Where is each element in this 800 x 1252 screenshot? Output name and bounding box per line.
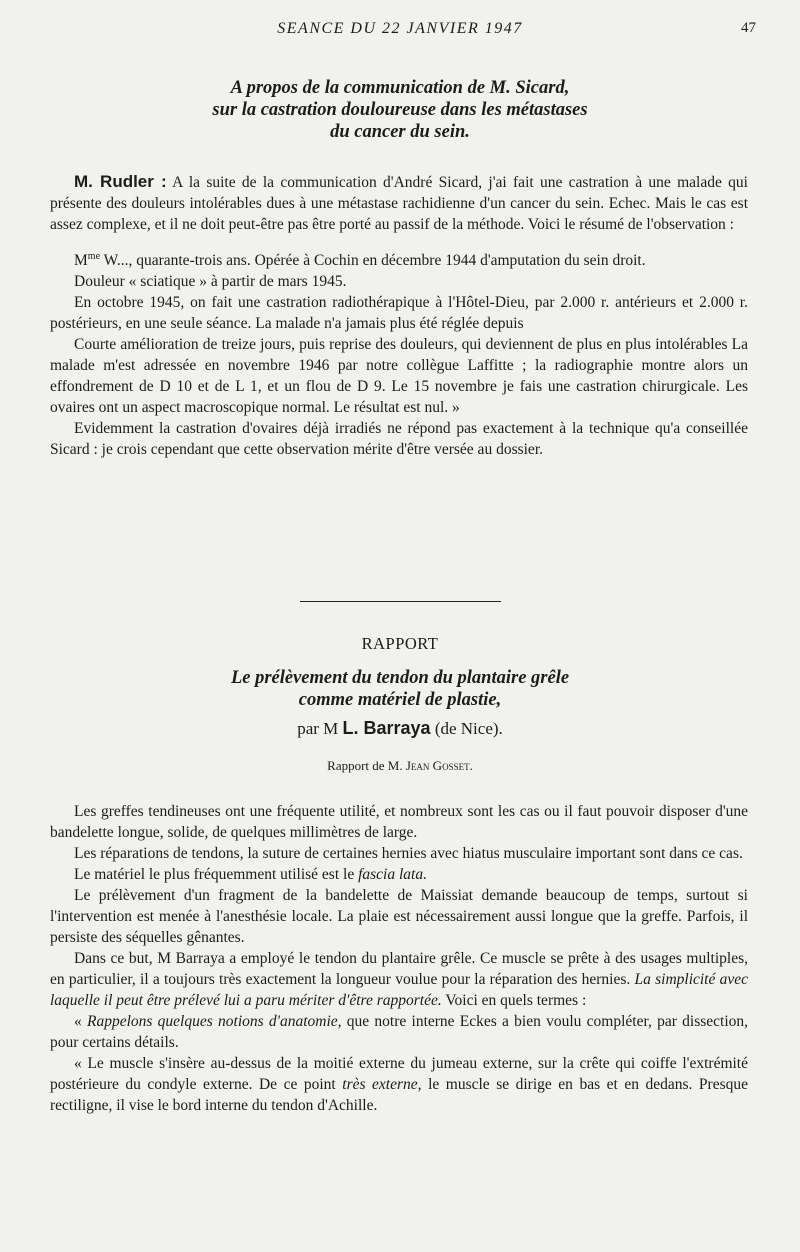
emphasis: Rappelons quelques notions d'anatomie, [87, 1013, 342, 1030]
author-prefix: par M [297, 719, 339, 738]
title-line: Le prélèvement du tendon du plantaire grêle [230, 668, 570, 688]
author-place: (de Nice). [434, 719, 503, 738]
paragraph: Evidemment la castration d'ovaires déjà irradiés ne répond pas exactement à la technique qu'a conseillée Sicard : je crois cependant que cette observation mérite d'être versée au dossier. [50, 420, 748, 459]
rapport-author [0, 718, 800, 739]
title-line: comme matériel de plastie, [298, 690, 502, 710]
paragraph: Les réparations de tendons, la suture de certaines hernies avec hiatus musculaire important sont dans ce cas. [74, 845, 743, 862]
paragraph-text: A la suite de la communication d'André Sicard, j'ai fait une castration à une malade qui présente des douleurs intolérables dues à une métastase rachidienne d'un cancer du sein. Echec. Mais le cas est assez complexe, et il ne doit peut-être pas être porté au passif de la méthode. Voici le résumé de l'observation : [50, 174, 748, 233]
running-head [0, 20, 800, 44]
author-name: L. Barraya [342, 718, 431, 738]
first-article-title [60, 77, 740, 143]
title-line: sur la castration douloureuse dans les métastases [212, 100, 588, 120]
emphasis: La simplicité avec laquelle il peut être prélevé lui a paru mériter d'être rapportée. [50, 971, 748, 1009]
paragraph: Dans ce but, M Barraya a employé le tendon du plantaire grêle. Ce muscle se prête à des usages multiples, en particulier, il a toujours très exactement la longueur voulue pour la réparation des hernies. La simplicité avec laquelle il peut être prélevé lui a paru mériter d'être rapportée. Voici en quels termes : [50, 950, 748, 1009]
section-heading: RAPPORT [361, 634, 439, 653]
title-line: A propos de la communication de M. Sicard, [230, 78, 570, 98]
paragraph-text: W..., quarante-trois ans. Opérée à Cochin en décembre 1944 d'amputation du sein droit. [103, 252, 646, 270]
paragraph: En octobre 1945, on fait une castration radiothérapique à l'Hôtel-Dieu, par 2.000 r. antérieurs et 2.000 r. postérieurs, en une seule séance. La malade n'a jamais plus été réglée depuis [50, 294, 748, 333]
paragraph: Le prélèvement d'un fragment de la bandelette de Maissiat demande beaucoup de temps, surtout si l'intervention est menée à l'anesthésie locale. La plaie est nécessairement aussi longue que la greffe. Parfois, il persiste des séquelles gênantes. [50, 887, 748, 946]
paragraph: « Rappelons quelques notions d'anatomie, que notre interne Eckes a bien voulu compléter, par dissection, pour certains détails. [50, 1013, 749, 1051]
emphasis: très externe, [342, 1076, 422, 1093]
paragraph: Douleur « sciatique » à partir de mars 1945. [74, 273, 347, 291]
paragraph: Courte amélioration de treize jours, puis reprise des douleurs, qui deviennent de plus en plus intolérables La malade m'est adressée en novembre 1946 par notre collègue Laffitte ; la radiographie montre alors un effondrement de D 10 et de L 1, et un flou de D 9. Le 15 novembre je fais une castration chirurgicale. Les ovaires ont un aspect macroscopique normal. Le résultat est nul. » [50, 336, 748, 417]
paragraph [50, 171, 748, 235]
paragraph: Le matériel le plus fréquemment utilisé est le fascia lata. [74, 866, 427, 883]
rapport-title [60, 667, 740, 711]
speaker-name: M. Rudler : [74, 172, 167, 191]
paragraph: Les greffes tendineuses ont une fréquente utilité, et nombreux sont les cas ou il faut pouvoir disposer d'une bandelette longue, solide, de quelques millimètres de large. [50, 803, 748, 841]
first-article-body [50, 171, 748, 460]
paragraph [50, 246, 748, 271]
rapporteur-line [0, 758, 800, 774]
emphasis: fascia lata. [358, 866, 427, 883]
rapport-body [50, 801, 748, 1116]
running-title: SEANCE DU 22 JANVIER 1947 [277, 20, 523, 37]
madame-abbrev: $M^{me}$ [74, 251, 101, 270]
rapporteur-name: Jean Gosset. [405, 758, 473, 773]
page-number: 47 [741, 20, 756, 36]
title-line: du cancer du sein. [330, 122, 470, 142]
section-divider [300, 601, 501, 602]
paragraph: « Le muscle s'insère au-dessus de la moitié externe du jumeau externe, sur la crête qui coiffe l'extrémité postérieure du condyle externe. De ce point très externe, le muscle se dirige en bas et en dedans. Presque rectiligne, il vise le bord interne du tendon d'Achille. [50, 1055, 749, 1114]
rapporteur-prefix: Rapport de M. [327, 758, 403, 773]
